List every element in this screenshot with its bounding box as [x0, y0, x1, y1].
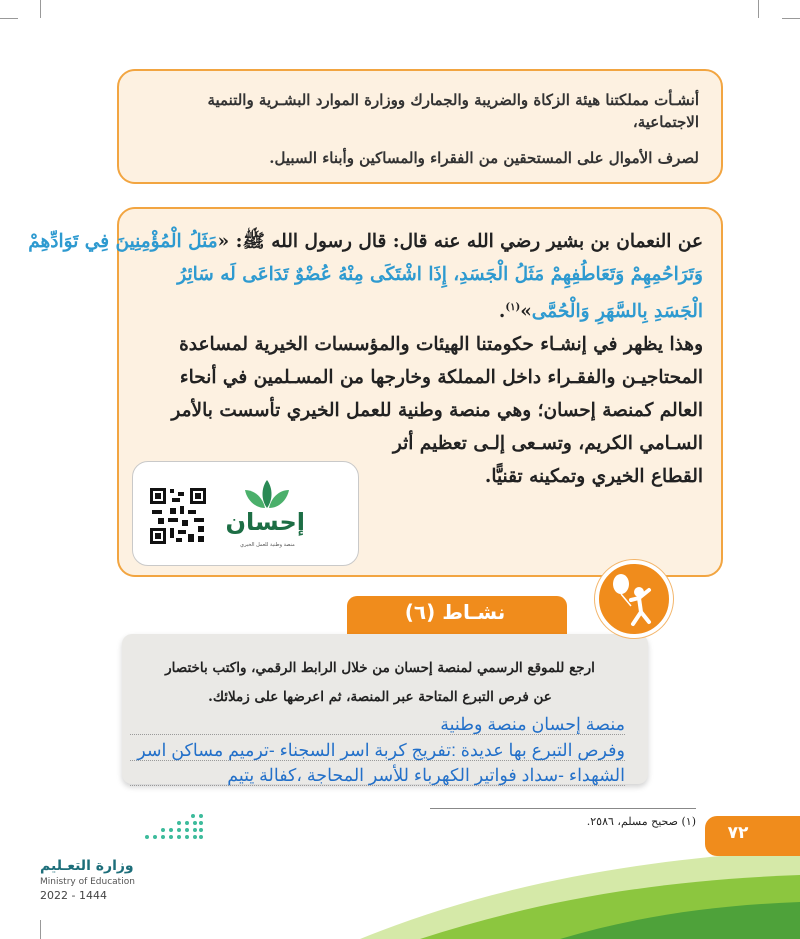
footnote-divider — [430, 808, 696, 809]
info-text-line: لصرف الأموال على المستحقين من الفقراء والمساكين وأبناء السبيل. — [269, 149, 699, 167]
crop-mark — [758, 0, 759, 18]
activity-title: نشـاط (٦) — [404, 600, 506, 624]
ministry-year: 2022 - 1444 — [40, 889, 107, 902]
answer-line[interactable]: الشهداء -سداد فواتير الكهرباء للأسر المحاجة ،كفالة يتيم — [130, 765, 625, 786]
body-line: السـامي الكريم، وتسـعى إلـى تعظيم أثر — [392, 433, 703, 455]
crop-mark — [782, 18, 800, 19]
crop-mark — [0, 18, 18, 19]
footnote-ref: (١) — [505, 302, 521, 313]
ihsan-logo-name: إحسان — [225, 508, 305, 536]
activity-box — [122, 634, 648, 784]
footnote: (١) صحيح مسلم، ٢٥٨٦. — [586, 815, 696, 828]
activity-instruction: ارجع للموقع الرسمي لمنصة إحسان من خلال الرابط الرقمي، واكتب باختصار — [165, 660, 595, 676]
hadith-dot: . — [498, 301, 506, 323]
body-line: المحتاجيـن والفقـراء داخل المملكة وخارجها من المسـلمين في أنحاء — [179, 367, 703, 389]
qr-code-icon[interactable] — [148, 486, 208, 546]
hadith-text: الْجَسَدِ بِالسَّهَرِ وَالْحُمَّى — [531, 301, 703, 323]
activity-instruction: عن فرص التبرع المتاحة عبر المنصة، ثم اعرضها على زملائك. — [208, 689, 552, 705]
page-number: ٧٢ — [727, 823, 749, 843]
crop-mark — [40, 0, 41, 18]
info-text-line: أنشـأت مملكتنا هيئة الزكاة والضريبة والجمارك ووزارة الموارد البشـرية والتنمية الاجتماعية، — [207, 91, 699, 131]
ministry-name-ar: وزارة التعـليم — [40, 858, 134, 874]
answer-line[interactable]: وفرص التبرع بها عديدة :تفريج كربة اسر السجناء -ترميم مساكن اسر — [130, 740, 625, 761]
body-line: وهذا يظهر في إنشـاء حكومتنا الهيئات والمؤسسات الخيرية لمساعدة — [179, 334, 703, 356]
hadith-intro: عن النعمان بن بشير رضي الله عنه قال: قال رسول الله ﷺ: « — [217, 231, 703, 252]
body-line: العالم كمنصة إحسان؛ وهي منصة وطنية للعمل الخيري تأسست بالأمر — [171, 400, 703, 422]
body-line: القطاع الخيري وتمكينه تقنيًّا. — [484, 466, 703, 488]
ministry-name-en: Ministry of Education — [40, 877, 135, 887]
hadith-line — [137, 291, 703, 328]
ministry-dots-icon — [143, 809, 205, 841]
hadith-text: وَتَرَاحُمِهِمْ وَتَعَاطُفِهِمْ مَثَلُ الْجَسَدِ، إِذَا اشْتَكَى مِنْهُ عُضْوٌ تَدَاعَى لَه سَائِرُ — [177, 264, 703, 285]
hadith-close: » — [520, 301, 532, 323]
info-box-zakat — [117, 69, 723, 184]
hadith-text: مَثَلُ الْمُؤْمِنِينَ فِي تَوَادِّهِمْ — [28, 231, 218, 252]
answer-line[interactable]: منصة إحسان منصة وطنية — [130, 714, 625, 735]
ihsan-logo-subtitle: منصة وطنية للعمل الخيري — [240, 542, 295, 548]
hadith-line — [28, 225, 703, 258]
ihsan-leaves-icon — [243, 478, 291, 510]
child-balloon-icon — [595, 560, 673, 638]
